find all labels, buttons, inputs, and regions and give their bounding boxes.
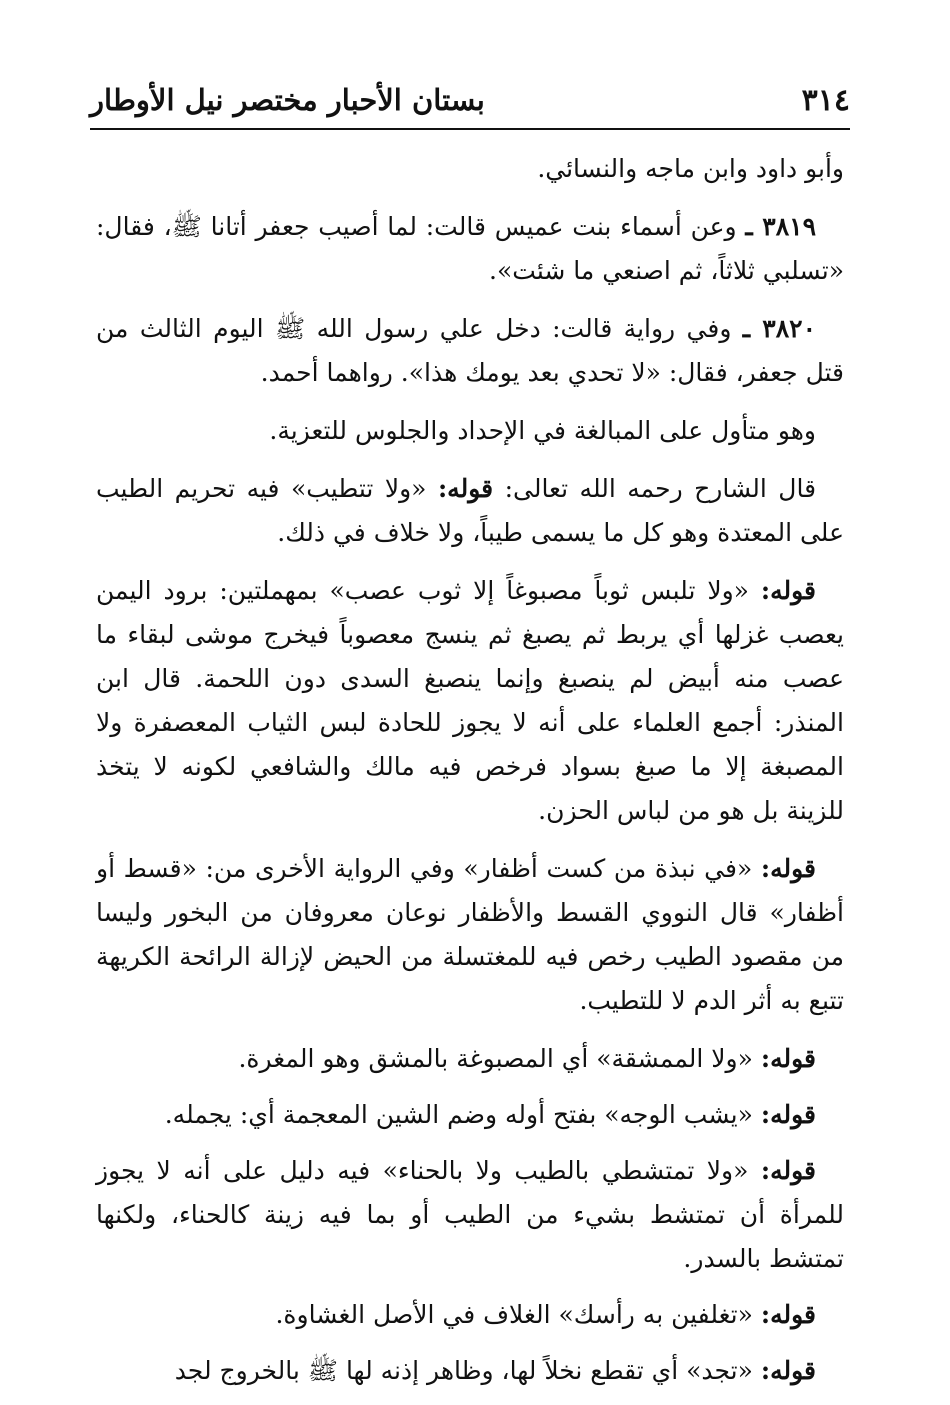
header-divider [90, 128, 850, 130]
qawluhu-keyword: قوله: [760, 1356, 816, 1385]
commentary-paragraph [96, 1093, 844, 1137]
paragraph-text: وأبو داود وابن ماجه والنسائي. [537, 154, 844, 183]
paragraph-text: «ولا تلبس ثوباً مصبوغاً إلا ثوب عصب» بمهملتين: برود اليمن يعصب غزلها أي يربط ثم يصبغ ثم ينسج معصوباً فيخرج موشى لبقاء ما عصب منه أبيض لم ينصبغ وإنما ينصبغ السدى دون اللحمة. قال ابن المنذر: أجمع العلماء على أنه لا يجوز للحادة لبس الثياب المعصفرة ولا المصبغة إلا ما صبغ بسواد فرخص فيه مالك والشافعي لكونه لا يتخذ للزينة بل هو من لباس الحزن. [96, 576, 844, 825]
paragraph-text: «تجد» أي تقطع نخلاً لها، وظاهر إذنه لها ﷺ بالخروج لجد [174, 1356, 753, 1385]
qawluhu-keyword: قوله: [760, 1156, 817, 1185]
hadith-number: ٣٨٢٠ ـ [742, 314, 816, 343]
page-body [96, 147, 844, 1405]
commentary-paragraph [96, 467, 844, 555]
paragraph-text: «تغلفين به رأسك» الغلاف في الأصل الغشاوة. [275, 1300, 753, 1329]
book-title: بستان الأحبار مختصر نيل الأوطار [90, 83, 485, 117]
page-number: ٣١٤ [801, 82, 850, 118]
commentary-paragraph [96, 1349, 844, 1393]
hadith-3820 [96, 307, 844, 395]
qawluhu-keyword: قوله: [760, 854, 816, 883]
paragraph-text: وفي رواية قالت: دخل علي رسول الله ﷺ اليوم الثالث من قتل جعفر، فقال: «لا تحدي بعد يومك هذا». رواهما أحمد. [96, 314, 844, 387]
page-header [90, 78, 850, 122]
paragraph-text: وهو متأول على المبالغة في الإحداد والجلوس للتعزية. [269, 416, 816, 445]
qawluhu-keyword: قوله: [760, 576, 816, 605]
paragraph-text: «ولا تمتشطي بالطيب ولا بالحناء» فيه دليل على أنه لا يجوز للمرأة أن تمتشط بشيء من الطيب أو بما فيه زينة كالحناء، ولكنها تمتشط بالسدر. [96, 1156, 844, 1273]
commentary-paragraph [96, 409, 844, 453]
qawluhu-keyword: قوله: [437, 474, 494, 503]
paragraph-text: وعن أسماء بنت عميس قالت: لما أصيب جعفر أتانا ﷺ، فقال: «تسلبي ثلاثاً، ثم اصنعي ما شئت». [96, 212, 844, 285]
paragraph-lead: قال الشارح رحمه الله تعالى: [504, 474, 817, 503]
paragraph-text: «يشب الوجه» بفتح أوله وضم الشين المعجمة أي: يجمله. [164, 1100, 753, 1129]
paragraph-text: «ولا تتطيب» فيه تحريم الطيب على المعتدة وهو كل ما يسمى طيباً، ولا خلاف في ذلك. [96, 474, 844, 547]
qawluhu-keyword: قوله: [760, 1100, 816, 1129]
paragraph-text: «في نبذة من كست أظفار» وفي الرواية الأخرى من: «قسط أو أظفار» قال النووي القسط والأظفار نوعان معروفان من البخور وليسا من مقصود الطيب رخص فيه للمغتسلة من الحيض لإزالة الرائحة الكريهة تتبع به أثر الدم لا للتطيب. [96, 854, 844, 1015]
paragraph-continuation [96, 147, 844, 191]
commentary-paragraph [96, 847, 844, 1023]
paragraph-text: «ولا الممشقة» أي المصبوغة بالمشق وهو المغرة. [238, 1044, 753, 1073]
hadith-number: ٣٨١٩ ـ [745, 212, 817, 241]
commentary-paragraph [96, 1149, 844, 1281]
qawluhu-keyword: قوله: [760, 1044, 816, 1073]
hadith-3819 [96, 205, 844, 293]
commentary-paragraph [96, 569, 844, 833]
qawluhu-keyword: قوله: [760, 1300, 816, 1329]
commentary-paragraph [96, 1037, 844, 1081]
commentary-paragraph [96, 1293, 844, 1337]
